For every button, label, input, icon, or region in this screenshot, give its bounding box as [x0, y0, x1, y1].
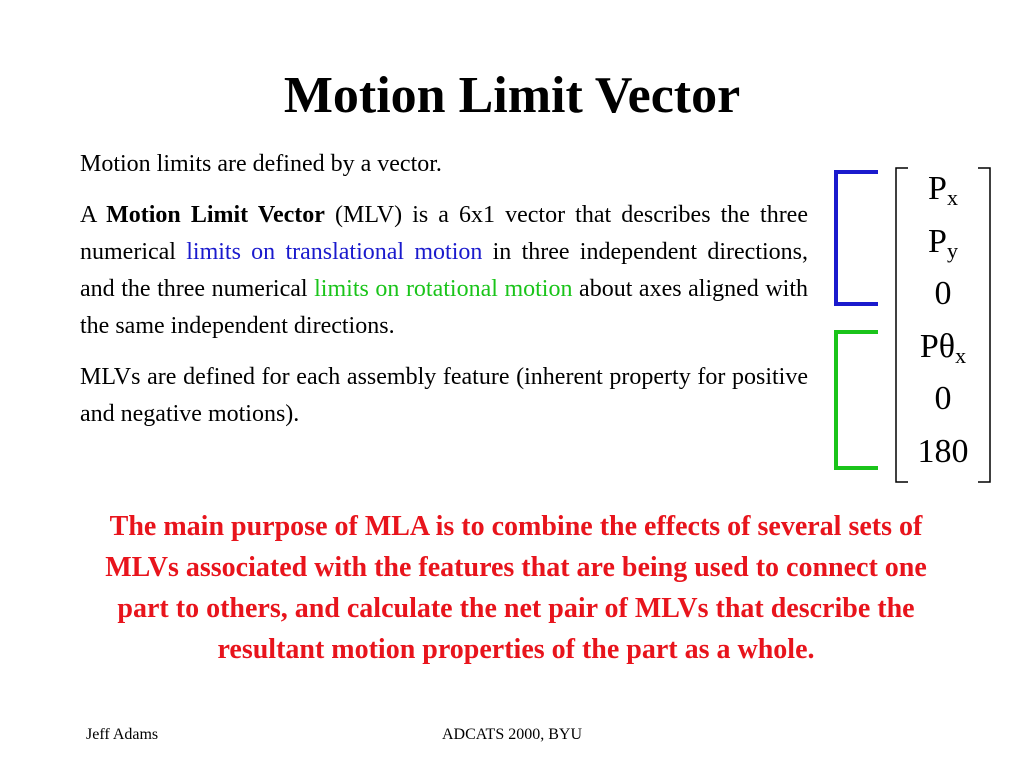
mlv-term: Motion Limit Vector [106, 202, 325, 228]
definition-prefix: A [80, 202, 107, 228]
footer-author: Jeff Adams [86, 726, 159, 743]
footer-event: ADCATS 2000, BYU [441, 726, 582, 743]
mla-purpose-callout: The main purpose of MLA is to combine the effects of several sets of MLVs associated with the features that are being used to connect one part to others, and calculate the net pair of MLVs that describe the resultant motion properties of the part as a whole. [105, 511, 927, 665]
vector-row-4: $P\theta_x$ [919, 328, 967, 368]
intro-paragraph: Motion limits are defined by a vector. [80, 151, 442, 177]
vector-row-5: 0 [934, 380, 952, 417]
rotational-limits-highlight: limits on rotational motion [314, 276, 573, 302]
translation-bracket [836, 172, 878, 304]
vector-row-6: 180 [917, 433, 969, 470]
definition-middle-text: in three independent directions, and the three numerical [80, 239, 809, 302]
vector-row-3: 0 [934, 275, 952, 312]
definition-suffix: about axes aligned with the same independent directions. [80, 276, 809, 339]
mlv-definition-paragraph [80, 197, 808, 345]
slide-title: Motion Limit Vector [283, 67, 741, 124]
definition-text: (MLV) is a 6x1 vector that describes the three numerical [80, 202, 808, 265]
vector-row-1: $P_x$ [928, 170, 958, 210]
mlv-feature-paragraph: MLVs are defined for each assembly feature (inherent property for positive and negative motions). [80, 364, 808, 427]
vector-row-2: $P_y$ [928, 223, 958, 263]
translational-limits-highlight: limits on translational motion [186, 239, 483, 265]
rotation-bracket [836, 332, 878, 468]
body-text [80, 146, 808, 433]
